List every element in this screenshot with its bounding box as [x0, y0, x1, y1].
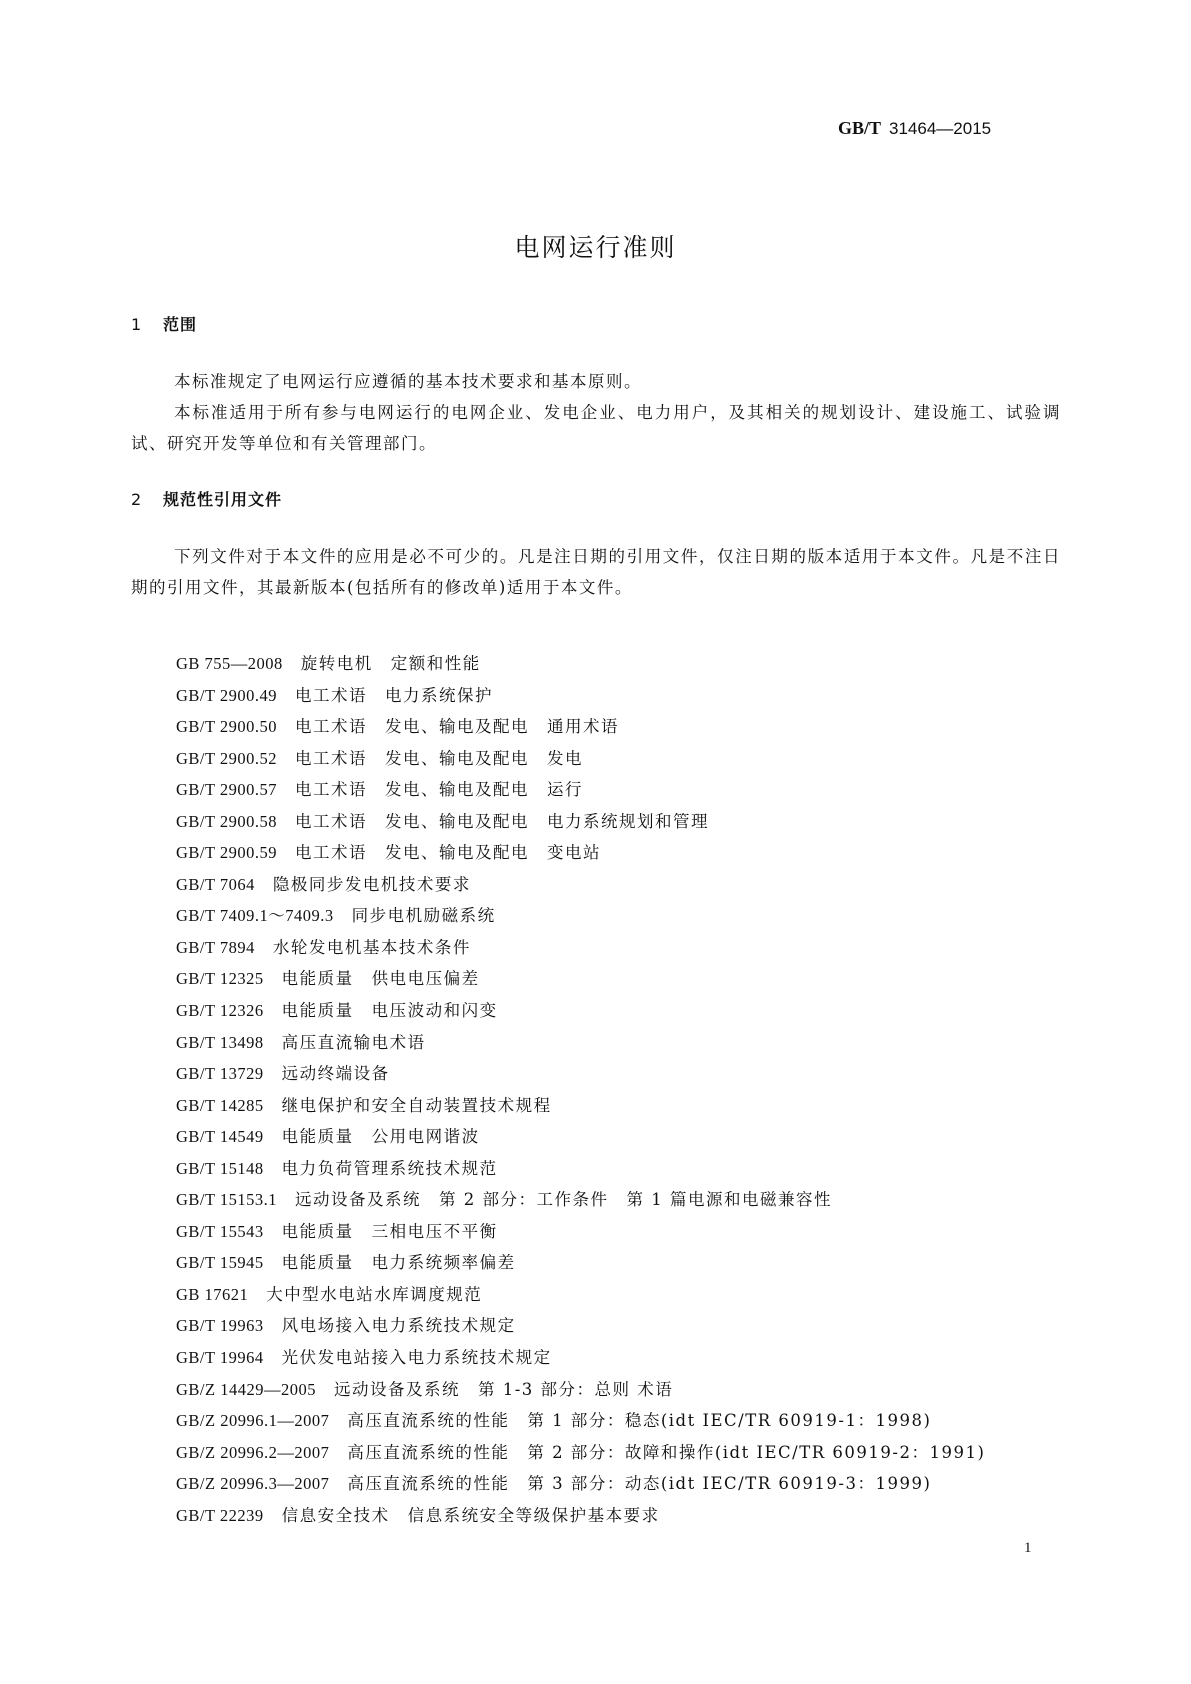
reference-title: 高压直流输电术语	[281, 1032, 426, 1052]
reference-item	[176, 1121, 985, 1153]
reference-item	[176, 1500, 985, 1532]
reference-item	[176, 1279, 985, 1311]
reference-code: GB 17621	[176, 1284, 249, 1304]
reference-title: 电能质量 供电电压偏差	[281, 969, 480, 989]
references-intro-paragraph: 下列文件对于本文件的应用是必不可少的。凡是注日期的引用文件，仅注日期的版本适用于本文件。凡是不注日期的引用文件，其最新版本(包括所有的修改单)适用于本文件。	[131, 547, 1061, 597]
reference-item	[176, 1090, 985, 1122]
reference-title: 继电保护和安全自动装置技术规程	[281, 1095, 552, 1115]
reference-code: GB/T 19963	[176, 1316, 264, 1336]
reference-title: 风电场接入电力系统技术规定	[281, 1316, 516, 1336]
reference-title: 光伏发电站接入电力系统技术规定	[281, 1348, 552, 1368]
reference-code: GB/T 15945	[176, 1253, 264, 1273]
reference-title: 电工术语 电力系统保护	[295, 685, 494, 705]
reference-item	[176, 711, 985, 743]
reference-code: GB/T 14285	[176, 1095, 264, 1115]
reference-item	[176, 806, 985, 838]
reference-item	[176, 869, 985, 901]
reference-item	[176, 1468, 985, 1500]
section-number: 2	[131, 490, 143, 509]
scope-paragraph-1: 本标准规定了电网运行应遵循的基本技术要求和基本原则。	[174, 372, 642, 391]
reference-item	[176, 680, 985, 712]
reference-code: GB/T 2900.57	[176, 780, 278, 800]
reference-code: GB/T 12326	[176, 1001, 264, 1021]
reference-list	[176, 648, 985, 1531]
reference-code: GB/T 7064	[176, 874, 255, 894]
reference-item	[176, 900, 985, 932]
reference-title: 旋转电机 定额和性能	[300, 654, 481, 673]
reference-code: GB/T 19964	[176, 1348, 264, 1368]
reference-title: 电工术语 发电、输电及配电 电力系统规划和管理	[295, 811, 710, 831]
page-number: 1	[1024, 1540, 1032, 1556]
reference-title: 高压直流系统的性能 第 1 部分：稳态(idt IEC/TR 60919-1：1998)	[347, 1411, 932, 1431]
reference-item	[176, 963, 985, 995]
section-heading-normative-references	[131, 487, 282, 510]
reference-item	[176, 1405, 985, 1437]
reference-item	[176, 932, 985, 964]
reference-code: GB/T 13729	[176, 1064, 264, 1084]
reference-code: GB/T 15153.1	[176, 1190, 278, 1210]
reference-code: GB/T 14549	[176, 1127, 264, 1147]
reference-code: GB/T 12325	[176, 969, 264, 989]
section-title: 范围	[163, 315, 198, 334]
reference-item	[176, 743, 985, 775]
section-number: 1	[131, 315, 143, 334]
reference-item	[176, 1310, 985, 1342]
reference-code: GB/Z 14429—2005	[176, 1379, 316, 1399]
reference-code: GB/T 2900.52	[176, 748, 278, 768]
reference-item	[176, 1437, 985, 1469]
reference-title: 隐极同步发电机技术要求	[272, 874, 471, 894]
reference-item	[176, 1027, 985, 1059]
reference-item	[176, 1374, 985, 1406]
reference-title: 同步电机励磁系统	[351, 906, 496, 926]
reference-item	[176, 1058, 985, 1090]
reference-title: 高压直流系统的性能 第 2 部分：故障和操作(idt IEC/TR 60919-2：1991)	[347, 1442, 986, 1462]
reference-code: GB/T 2900.59	[176, 843, 278, 863]
reference-title: 电能质量 三相电压不平衡	[281, 1221, 498, 1241]
reference-title: 远动设备及系统 第 2 部分：工作条件 第 1 篇电源和电磁兼容性	[295, 1190, 833, 1210]
reference-item	[176, 1342, 985, 1374]
reference-item	[176, 1216, 985, 1248]
reference-title: 电工术语 发电、输电及配电 发电	[295, 748, 584, 768]
reference-item	[176, 1184, 985, 1216]
standard-code	[838, 118, 1098, 139]
reference-item	[176, 774, 985, 806]
reference-item	[176, 1153, 985, 1185]
reference-code: GB/T 13498	[176, 1032, 264, 1052]
reference-title: 电能质量 公用电网谐波	[281, 1127, 480, 1147]
reference-code: GB/Z 20996.1—2007	[176, 1411, 330, 1431]
section-title: 规范性引用文件	[163, 490, 283, 509]
reference-title: 大中型水电站水库调度规范	[266, 1284, 483, 1304]
document-title: 电网运行准则	[514, 233, 677, 262]
reference-code: GB/T 15543	[176, 1221, 264, 1241]
reference-code: GB/T 7409.1～7409.3	[176, 906, 334, 926]
section-heading-scope	[131, 312, 197, 335]
reference-code: GB/Z 20996.3—2007	[176, 1474, 330, 1494]
standard-prefix: GB/T	[838, 118, 882, 138]
scope-paragraph-2: 本标准适用于所有参与电网运行的电网企业、发电企业、电力用户，及其相关的规划设计、建设施工、试验调试、研究开发等单位和有关管理部门。	[131, 403, 1061, 453]
reference-title: 电力负荷管理系统技术规范	[281, 1158, 498, 1178]
reference-item	[176, 1247, 985, 1279]
reference-item	[176, 648, 985, 680]
reference-code: GB 755—2008	[176, 654, 283, 673]
reference-item	[176, 995, 985, 1027]
standard-number: 31464—2015	[889, 119, 992, 138]
reference-code: GB/T 15148	[176, 1158, 264, 1178]
reference-title: 远动设备及系统 第 1-3 部分：总则 术语	[333, 1379, 674, 1399]
reference-code: GB/T 2900.50	[176, 717, 278, 737]
reference-title: 信息安全技术 信息系统安全等级保护基本要求	[281, 1505, 660, 1525]
reference-code: GB/T 7894	[176, 937, 255, 957]
reference-code: GB/T 2900.49	[176, 685, 278, 705]
reference-title: 电工术语 发电、输电及配电 运行	[295, 780, 584, 800]
reference-code: GB/T 22239	[176, 1505, 264, 1525]
reference-title: 电工术语 发电、输电及配电 通用术语	[295, 717, 620, 737]
reference-title: 电能质量 电压波动和闪变	[281, 1001, 498, 1021]
reference-title: 电能质量 电力系统频率偏差	[281, 1253, 516, 1273]
reference-code: GB/Z 20996.2—2007	[176, 1442, 330, 1462]
reference-title: 电工术语 发电、输电及配电 变电站	[295, 843, 602, 863]
reference-title: 水轮发电机基本技术条件	[272, 937, 471, 957]
reference-code: GB/T 2900.58	[176, 811, 278, 831]
reference-title: 高压直流系统的性能 第 3 部分：动态(idt IEC/TR 60919-3：1999)	[347, 1474, 932, 1494]
reference-title: 远动终端设备	[281, 1064, 390, 1084]
reference-item	[176, 837, 985, 869]
